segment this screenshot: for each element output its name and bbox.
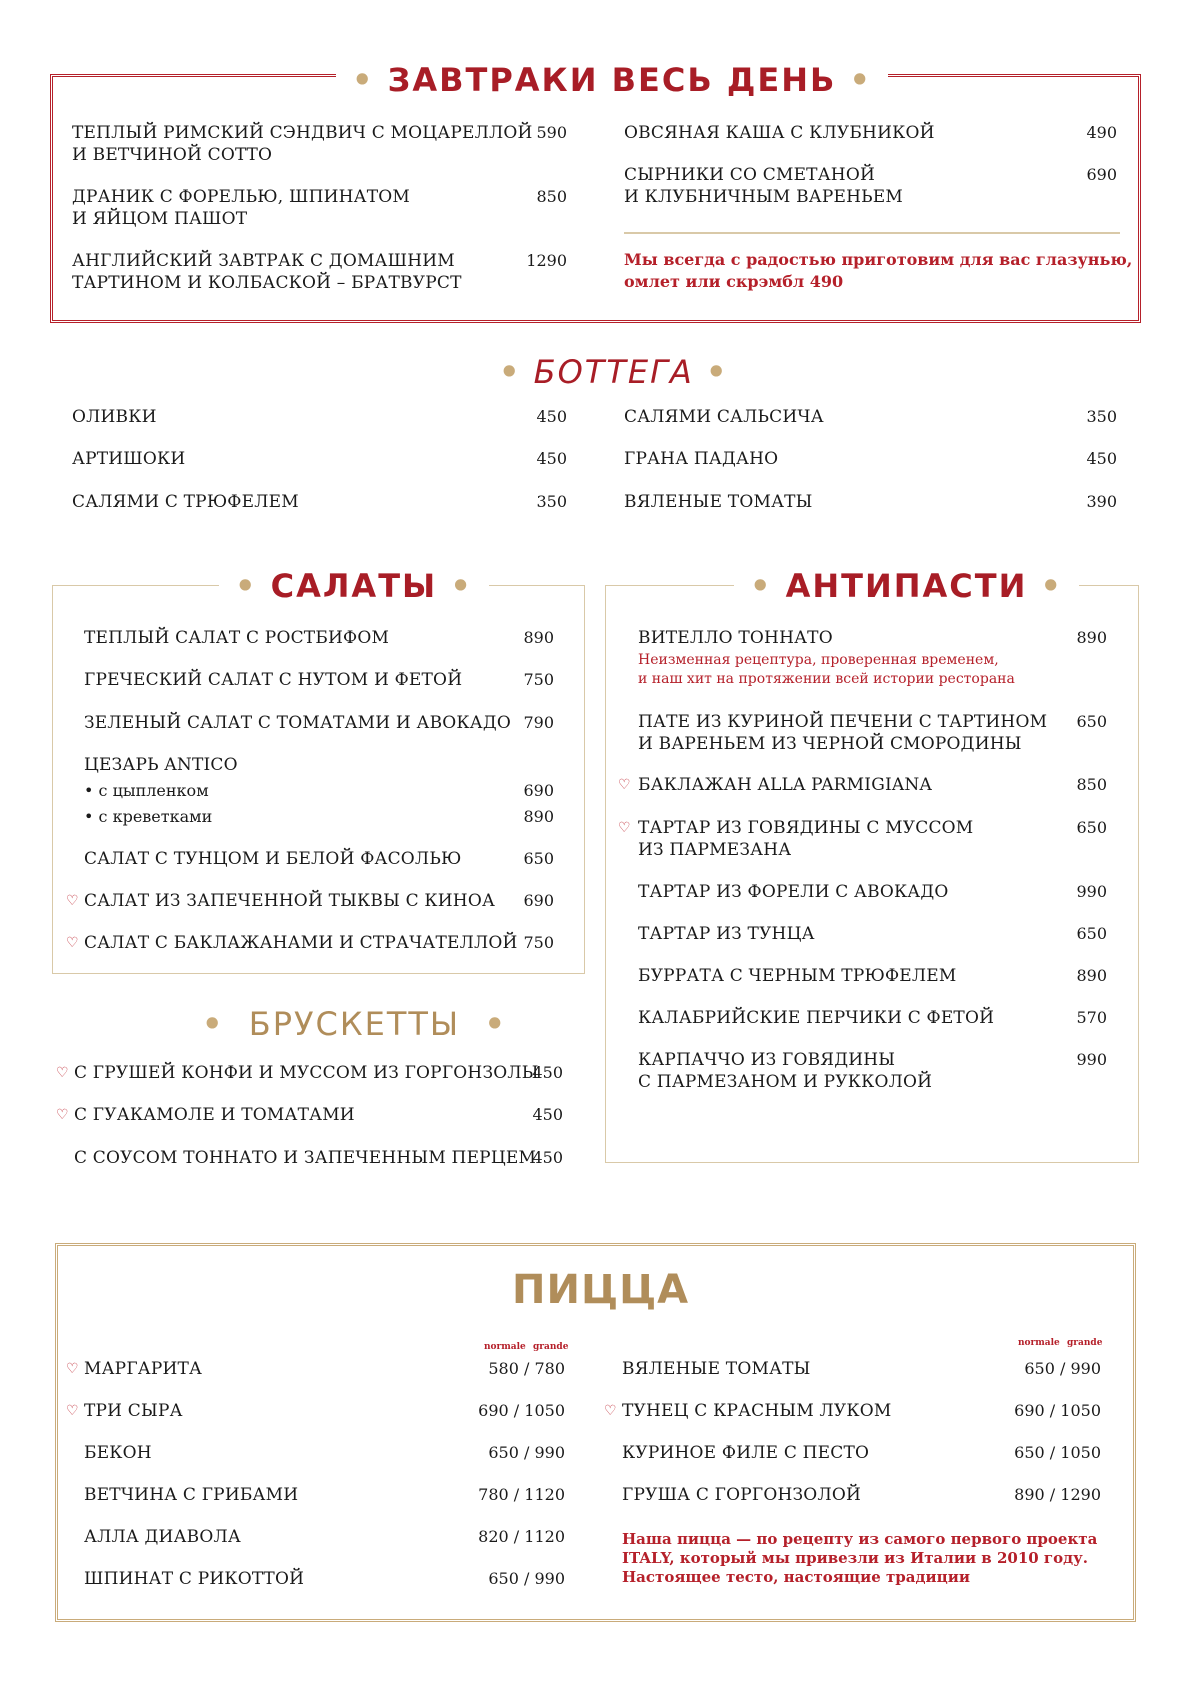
menu-item-price: 490	[1086, 123, 1117, 142]
menu-item-price: 650	[1076, 924, 1107, 943]
menu-item-name: И ВАРЕНЬЕМ ИЗ ЧЕРНОЙ СМОРОДИНЫ	[638, 734, 1022, 754]
pizza-note: Наша пицца — по рецепту из самого первого проекта	[622, 1530, 1098, 1548]
menu-item-name: ВЯЛЕНЫЕ ТОМАТЫ	[622, 1359, 811, 1379]
menu-item-name: ТАРТИНОМ И КОЛБАСКОЙ – БРАТВУРСТ	[72, 273, 462, 293]
menu-item-price: 450	[532, 1105, 563, 1124]
menu-item-name: И КЛУБНИЧНЫМ ВАРЕНЬЕМ	[624, 187, 904, 207]
menu-item-name: С ГРУШЕЙ КОНФИ И МУССОМ ИЗ ГОРГОНЗОЛЫ	[74, 1063, 539, 1083]
menu-item-price: 390	[1086, 492, 1117, 511]
menu-item-name: ВИТЕЛЛО ТОННАТО	[638, 628, 833, 648]
menu-item-price: 650	[523, 849, 554, 868]
breakfast-title: • ЗАВТРАКИ ВЕСЬ ДЕНЬ •	[336, 60, 888, 100]
menu-item-price: 590	[536, 123, 567, 142]
menu-item-name: С СОУСОМ ТОННАТО И ЗАПЕЧЕННЫМ ПЕРЦЕМ	[74, 1148, 537, 1168]
menu-item-price: 690	[523, 891, 554, 910]
menu-item-price: 690 / 1050	[478, 1401, 565, 1420]
menu-item-price: 650 / 1050	[1014, 1443, 1101, 1462]
menu-item-name: С ПАРМЕЗАНОМ И РУККОЛОЙ	[638, 1072, 933, 1092]
menu-item-name: ТЕПЛЫЙ РИМСКИЙ СЭНДВИЧ С МОЦАРЕЛЛОЙ	[72, 123, 533, 143]
menu-item-name: ТАРТАР ИЗ ФОРЕЛИ С АВОКАДО	[638, 882, 949, 902]
menu-item-name: АНГЛИЙСКИЙ ЗАВТРАК С ДОМАШНИМ	[72, 251, 455, 271]
menu-item-price: 580 / 780	[488, 1359, 565, 1378]
menu-item-name: ПАТЕ ИЗ КУРИНОЙ ПЕЧЕНИ С ТАРТИНОМ	[638, 712, 1048, 732]
menu-item-price: 570	[1076, 1008, 1107, 1027]
size-label-normale: normale	[484, 1342, 526, 1352]
menu-item-name: САЛАТ С ТУНЦОМ И БЕЛОЙ ФАСОЛЬЮ	[84, 849, 462, 869]
menu-item-price: 450	[532, 1148, 563, 1167]
menu-item-name: КАРПАЧЧО ИЗ ГОВЯДИНЫ	[638, 1050, 896, 1070]
menu-item-price: 790	[523, 713, 554, 732]
heart-outline-icon: ♡	[66, 893, 79, 909]
menu-item-price: 1290	[526, 251, 567, 270]
menu-item-price: 820 / 1120	[478, 1527, 565, 1546]
bottega-title: • БОТТЕГА •	[483, 352, 744, 392]
menu-item-name: АРТИШОКИ	[72, 449, 186, 469]
menu-item-name: САЛАТ С БАКЛАЖАНАМИ И СТРАЧАТЕЛЛОЙ	[84, 933, 518, 953]
menu-item-price: 990	[1076, 1050, 1107, 1069]
size-label-normale: normale	[1018, 1338, 1060, 1348]
menu-option-name: • с креветками	[84, 807, 213, 826]
size-label-grande: grande	[533, 1342, 569, 1352]
menu-item-name: БУРРАТА С ЧЕРНЫМ ТРЮФЕЛЕМ	[638, 966, 957, 986]
menu-item-price: 650	[1076, 818, 1107, 837]
menu-item-name: ОЛИВКИ	[72, 407, 157, 427]
menu-item-name: САЛАТ ИЗ ЗАПЕЧЕННОЙ ТЫКВЫ С КИНОА	[84, 891, 496, 911]
menu-item-name: МАРГАРИТА	[84, 1359, 203, 1379]
menu-item-price: 450	[1086, 449, 1117, 468]
heart-outline-icon: ♡	[604, 1403, 617, 1419]
menu-item-name: ГРЕЧЕСКИЙ САЛАТ С НУТОМ И ФЕТОЙ	[84, 670, 463, 690]
heart-outline-icon: ♡	[618, 820, 631, 836]
menu-item-price: 450	[532, 1063, 563, 1082]
menu-item-name: ТЕПЛЫЙ САЛАТ С РОСТБИФОМ	[84, 628, 390, 648]
heart-outline-icon: ♡	[56, 1107, 69, 1123]
pizza-note: Настоящее тесто, настоящие традиции	[622, 1568, 970, 1586]
menu-item-name: САЛЯМИ С ТРЮФЕЛЕМ	[72, 492, 299, 512]
size-label-grande: grande	[1067, 1338, 1103, 1348]
menu-item-price: 990	[1076, 882, 1107, 901]
menu-item-price: 890	[1076, 628, 1107, 647]
menu-item-price: 750	[523, 933, 554, 952]
breakfast-note: Мы всегда с радостью приготовим для вас глазунью,	[624, 250, 1133, 269]
menu-item-price: 450	[536, 407, 567, 426]
menu-item-price: 650 / 990	[1024, 1359, 1101, 1378]
heart-outline-icon: ♡	[66, 1403, 79, 1419]
menu-item-name: С ГУАКАМОЛЕ И ТОМАТАМИ	[74, 1105, 355, 1125]
menu-item-name: ОВСЯНАЯ КАША С КЛУБНИКОЙ	[624, 123, 935, 143]
menu-item-name: БЕКОН	[84, 1443, 152, 1463]
menu-item-name: ГРУША С ГОРГОНЗОЛОЙ	[622, 1485, 861, 1505]
menu-item-price: 890 / 1290	[1014, 1485, 1101, 1504]
menu-item-description: и наш хит на протяжении всей истории ресторана	[638, 671, 1015, 687]
menu-item-price: 450	[536, 449, 567, 468]
antipasti-title: • АНТИПАСТИ •	[734, 566, 1079, 606]
menu-item-price: 780 / 1120	[478, 1485, 565, 1504]
menu-item-name: ЗЕЛЕНЫЙ САЛАТ С ТОМАТАМИ И АВОКАДО	[84, 713, 512, 733]
menu-option-price: 690	[523, 781, 554, 800]
menu-item-name: СЫРНИКИ СО СМЕТАНОЙ	[624, 165, 875, 185]
menu-item-price: 850	[1076, 775, 1107, 794]
menu-item-price: 890	[1076, 966, 1107, 985]
menu-item-price: 650 / 990	[488, 1569, 565, 1588]
menu-item-price: 350	[536, 492, 567, 511]
menu-option-name: • с цыпленком	[84, 781, 209, 800]
menu-item-name: ШПИНАТ С РИКОТТОЙ	[84, 1569, 305, 1589]
heart-outline-icon: ♡	[66, 935, 79, 951]
menu-item-name: ИЗ ПАРМЕЗАНА	[638, 840, 792, 860]
menu-item-name: ГРАНА ПАДАНО	[624, 449, 779, 469]
salads-title: • САЛАТЫ •	[219, 566, 489, 606]
menu-item-price: 890	[523, 628, 554, 647]
menu-item-name: И ВЕТЧИНОЙ СОТТО	[72, 145, 273, 165]
menu-item-name: И ЯЙЦОМ ПАШОТ	[72, 209, 248, 229]
menu-item-price: 850	[536, 187, 567, 206]
pizza-note: ITALY, который мы привезли из Италии в 2010 году.	[622, 1549, 1088, 1567]
heart-outline-icon: ♡	[56, 1065, 69, 1081]
menu-item-name: ЦЕЗАРЬ ANTICO	[84, 755, 238, 775]
menu-item-name: АЛЛА ДИАВОЛА	[84, 1527, 241, 1547]
divider	[624, 232, 1120, 234]
menu-item-name: ВЕТЧИНА С ГРИБАМИ	[84, 1485, 299, 1505]
menu-item-price: 650 / 990	[488, 1443, 565, 1462]
menu-item-description: Неизменная рецептура, проверенная временем,	[638, 652, 999, 668]
menu-item-name: КУРИНОЕ ФИЛЕ С ПЕСТО	[622, 1443, 870, 1463]
heart-outline-icon: ♡	[66, 1361, 79, 1377]
menu-item-price: 690	[1086, 165, 1117, 184]
menu-item-price: 650	[1076, 712, 1107, 731]
menu-item-price: 750	[523, 670, 554, 689]
menu-item-price: 690 / 1050	[1014, 1401, 1101, 1420]
menu-item-price: 350	[1086, 407, 1117, 426]
bruschetta-title: • БРУСКЕТТЫ •	[186, 1004, 523, 1044]
menu-item-name: ТРИ СЫРА	[84, 1401, 183, 1421]
menu-item-name: ВЯЛЕНЫЕ ТОМАТЫ	[624, 492, 813, 512]
menu-item-name: САЛЯМИ САЛЬСИЧА	[624, 407, 824, 427]
menu-item-name: ТАРТАР ИЗ ГОВЯДИНЫ С МУССОМ	[638, 818, 974, 838]
menu-item-name: ТУНЕЦ С КРАСНЫМ ЛУКОМ	[622, 1401, 892, 1421]
menu-item-name: КАЛАБРИЙСКИЕ ПЕРЧИКИ С ФЕТОЙ	[638, 1008, 995, 1028]
menu-option-price: 890	[523, 807, 554, 826]
menu-item-name: ДРАНИК С ФОРЕЛЬЮ, ШПИНАТОМ	[72, 187, 411, 207]
menu-item-name: ТАРТАР ИЗ ТУНЦА	[638, 924, 815, 944]
heart-outline-icon: ♡	[618, 777, 631, 793]
pizza-title: ПИЦЦА	[512, 1267, 690, 1313]
breakfast-note: омлет или скрэмбл 490	[624, 272, 844, 291]
menu-item-name: БАКЛАЖАН ALLA PARMIGIANA	[638, 775, 932, 795]
